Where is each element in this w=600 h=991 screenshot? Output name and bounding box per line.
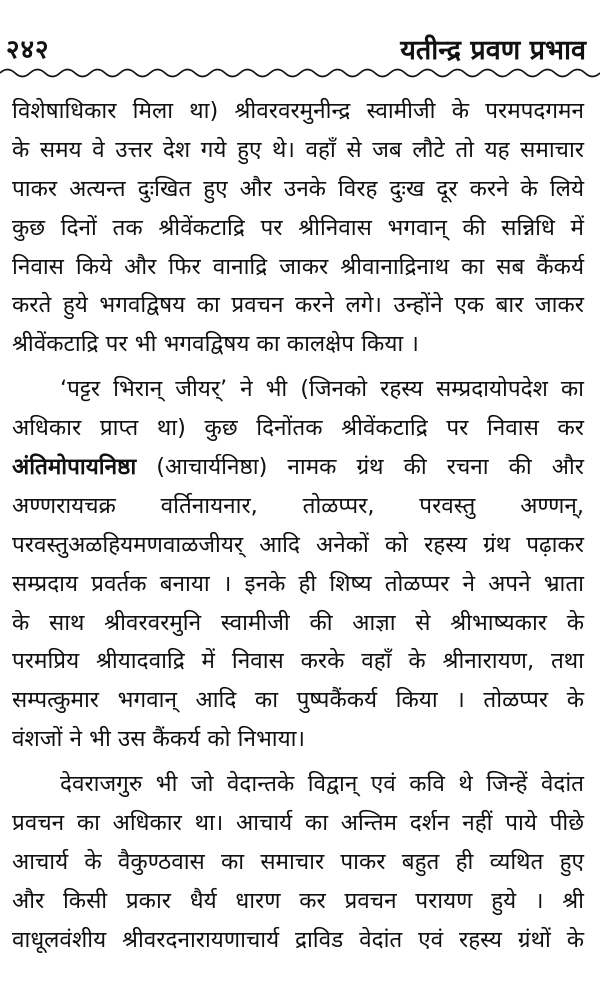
text-line: विशेषाधिकार मिला था) श्रीवरवरमुनीन्द्र स्वामीजी के परमपदगमन xyxy=(12,98,584,124)
text-line: वाधूलवंशीय श्रीवरदनारायणाचार्य द्राविड वेदांत एवं रहस्य ग्रंथों के xyxy=(12,926,584,953)
text-line: देवराजगुरु भी जो वेदान्तके विद्वान् एवं कवि थे जिन्हें वेदांत xyxy=(60,771,584,798)
text-span: (आचार्यनिष्ठा) नामक ग्रंथ की रचना की और xyxy=(136,454,584,481)
page-header xyxy=(0,0,600,82)
text-line: वंशजों ने भी उस कैंकर्य को निभाया। xyxy=(12,726,306,753)
text-line: पाकर अत्यन्त दुःखित हुए और उनके विरह दुःख दूर करने के लिये xyxy=(12,175,584,202)
running-title: यतीन्द्र प्रवण प्रभाव xyxy=(400,35,586,66)
text-line: सम्पत्कुमार भगवान् आदि का पुष्पकैंकर्य किया । तोळप्पर के xyxy=(12,687,584,714)
paragraph-2 xyxy=(12,370,584,759)
text-line: परमप्रिय श्रीयादवाद्रि में निवास करके वहाँ के श्रीनारायण, तथा xyxy=(12,648,584,675)
text-line: और किसी प्रकार धैर्य धारण कर प्रवचन परायण हुये । श्री xyxy=(12,887,584,914)
text-line: ‘पट्टर भिरान् जीयर्’ ने भी (जिनको रहस्य सम्प्रदायोपदेश का xyxy=(60,376,584,403)
text-line: श्रीवेंकटाद्रि पर भी भगवद्विषय का कालक्षेप किया । xyxy=(12,331,419,358)
wavy-divider xyxy=(0,64,600,82)
text-line: के समय वे उत्तर देश गये हुए थे। वहाँ से जब लौटे तो यह समाचार xyxy=(12,136,584,163)
text-line: प्रवचन का अधिकार था। आचार्य का अन्तिम दर्शन नहीं पाये पीछे xyxy=(12,810,584,837)
text-line: सम्प्रदाय प्रवर्तक बनाया । इनके ही शिष्य तोळप्पर ने अपने भ्राता xyxy=(12,570,584,597)
book-title: अंतिमोपायनिष्ठा xyxy=(12,454,137,481)
text-line: करते हुये भगवद्विषय का प्रवचन करने लगे। उन्होंने एक बार जाकर xyxy=(12,292,584,319)
text-line: अण्णरायचक्र वर्तिनायनार, तोळप्पर, परवस्तु अण्णन्, xyxy=(12,492,584,519)
text-line: के साथ श्रीवरवरमुनि स्वामीजी की आज्ञा से श्रीभाष्यकार के xyxy=(12,609,584,636)
text-line: परवस्तुअळहियमणवाळजीयर् आदि अनेकों को रहस्य ग्रंथ पढ़ाकर xyxy=(12,531,584,558)
page-number: २४२ xyxy=(6,35,50,65)
text-line: कुछ दिनों तक श्रीवेंकटाद्रि पर श्रीनिवास भगवान् की सन्निधि में xyxy=(12,214,584,241)
body-text xyxy=(12,92,584,960)
text-line: निवास किये और फिर वानाद्रि जाकर श्रीवानाद्रिनाथ का सब कैंकर्य xyxy=(12,253,584,280)
text-line-with-bold xyxy=(12,448,584,487)
text-line: अधिकार प्राप्त था) कुछ दिनोंतक श्रीवेंकटाद्रि पर निवास कर xyxy=(12,415,584,442)
paragraph-1 xyxy=(12,92,584,364)
paragraph-3 xyxy=(12,765,584,959)
text-line: आचार्य के वैकुण्ठवास का समाचार पाकर बहुत ही व्यथित हुए xyxy=(12,848,584,875)
